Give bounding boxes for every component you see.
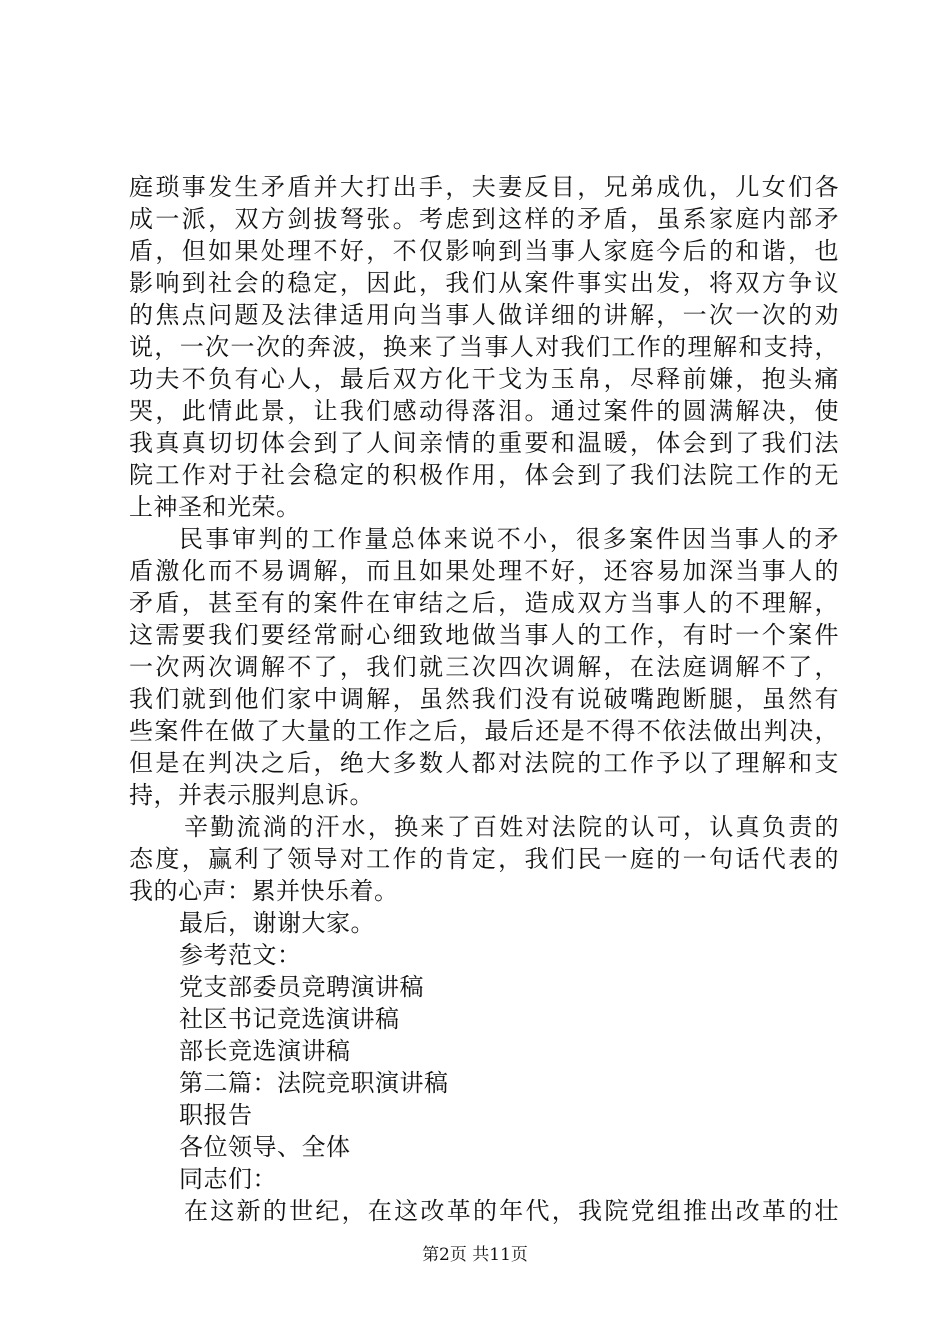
text-line: 态度，赢利了领导对工作的肯定，我们民一庭的一句话代表的 [129,845,839,873]
text-line: 上神圣和光荣。 [129,493,301,521]
text-line: 职报告 [179,1101,253,1129]
text-line: 矛盾，甚至有的案件在审结之后，造成双方当事人的不理解， [129,589,839,617]
text-line: 的焦点问题及法律适用向当事人做详细的讲解，一次一次的劝 [129,301,839,329]
text-line: 在这新的世纪，在这改革的年代，我院党组推出改革的壮 [184,1197,839,1225]
text-line: 部长竞选演讲稿 [179,1037,351,1065]
text-line: 院工作对于社会稳定的积极作用，体会到了我们法院工作的无 [129,461,839,489]
text-line: 影响到社会的稳定，因此，我们从案件事实出发，将双方争议 [129,269,839,297]
text-line: 参考范文： [179,941,302,969]
text-line: 最后，谢谢大家。 [179,909,375,937]
text-line: 些案件在做了大量的工作之后，最后还是不得不依法做出判决， [129,717,839,745]
text-line: 同志们： [179,1165,277,1193]
text-line: 党支部委员竞聘演讲稿 [179,973,424,1001]
page-number-footer: 第2页 共11页 [422,1245,528,1265]
text-line: 辛勤流淌的汗水，换来了百姓对法院的认可，认真负责的 [184,813,839,841]
text-line: 成一派，双方剑拔弩张。考虑到这样的矛盾，虽系家庭内部矛 [129,205,839,233]
text-line: 社区书记竞选演讲稿 [179,1005,400,1033]
text-line: 但是在判决之后，绝大多数人都对法院的工作予以了理解和支 [129,749,839,777]
text-line: 庭琐事发生矛盾并大打出手，夫妻反目，兄弟成仇，儿女们各 [129,173,839,201]
text-line: 盾，但如果处理不好，不仅影响到当事人家庭今后的和谐，也 [129,237,839,265]
text-line: 说，一次一次的奔波，换来了当事人对我们工作的理解和支持， [129,333,839,361]
text-line: 功夫不负有心人，最后双方化干戈为玉帛，尽释前嫌，抱头痛 [129,365,839,393]
text-line: 哭，此情此景，让我们感动得落泪。通过案件的圆满解决，使 [129,397,839,425]
text-line: 我的心声：累并快乐着。 [129,877,399,905]
text-line: 持，并表示服判息诉。 [129,781,374,809]
document-body [129,171,839,1227]
text-line: 这需要我们要经常耐心细致地做当事人的工作，有时一个案件 [129,621,839,649]
text-line: 各位领导、全体 [179,1133,351,1161]
text-line: 盾激化而不易调解，而且如果处理不好，还容易加深当事人的 [129,557,839,585]
text-line: 我们就到他们家中调解，虽然我们没有说破嘴跑断腿，虽然有 [129,685,839,713]
section-heading: 第二篇：法院竞职演讲稿 [179,1069,449,1097]
text-line: 一次两次调解不了，我们就三次四次调解，在法庭调解不了， [129,653,839,681]
text-line: 我真真切切体会到了人间亲情的重要和温暖，体会到了我们法 [129,429,839,457]
text-line: 民事审判的工作量总体来说不小，很多案件因当事人的矛 [179,525,839,553]
